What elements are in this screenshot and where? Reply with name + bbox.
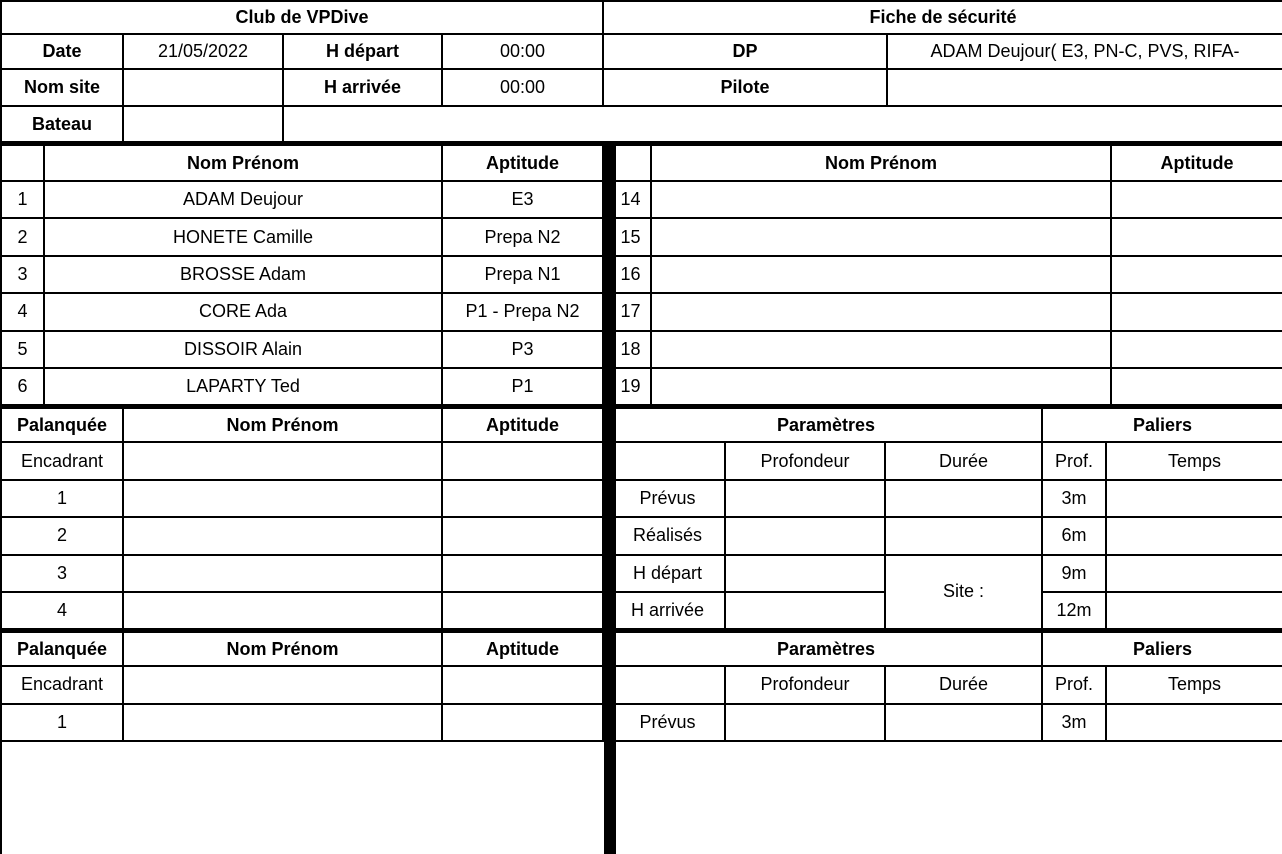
- prof-header: Prof.: [1043, 667, 1107, 704]
- palanquee-name-cell[interactable]: [124, 481, 443, 518]
- pilote-label: Pilote: [604, 70, 888, 107]
- profondeur-value-cell[interactable]: [726, 518, 886, 555]
- diver-aptitude-cell[interactable]: [1112, 294, 1282, 331]
- encadrant-label: Encadrant: [2, 667, 124, 704]
- diver-number: 14: [611, 182, 652, 219]
- diver-number: 5: [2, 332, 45, 369]
- diver-number: 15: [611, 219, 652, 256]
- palier-temps-cell[interactable]: [1107, 705, 1282, 742]
- diver-number: 18: [611, 332, 652, 369]
- site-cell[interactable]: Site :: [886, 556, 1043, 631]
- diver-name-cell[interactable]: [652, 294, 1112, 331]
- diver-aptitude-cell[interactable]: P1 - Prepa N2: [443, 294, 604, 331]
- diver-number: 2: [2, 219, 45, 256]
- param-row-label: H départ: [611, 556, 726, 593]
- club-title: Club de VPDive: [2, 2, 604, 35]
- bateau-label: Bateau: [2, 107, 124, 143]
- h-depart-value-cell[interactable]: 00:00: [443, 35, 604, 70]
- diver-aptitude-cell[interactable]: [1112, 257, 1282, 294]
- corner-cell: [2, 146, 45, 182]
- aptitude-header: Aptitude: [443, 409, 604, 443]
- duree-value-cell[interactable]: [886, 518, 1043, 555]
- divers-section: [0, 146, 1282, 406]
- dp-label: DP: [604, 35, 888, 70]
- param-corner-cell: [611, 443, 726, 480]
- palier-temps-cell[interactable]: [1107, 593, 1282, 630]
- diver-aptitude-cell[interactable]: [1112, 182, 1282, 219]
- encadrant-label: Encadrant: [2, 443, 124, 480]
- palanquee-row-number: 4: [2, 593, 124, 630]
- diver-number: 17: [611, 294, 652, 331]
- diver-name-cell[interactable]: ADAM Deujour: [45, 182, 443, 219]
- name-header: Nom Prénom: [124, 409, 443, 443]
- prof-header: Prof.: [1043, 443, 1107, 480]
- profondeur-header: Profondeur: [726, 667, 886, 704]
- palanquee-name-cell[interactable]: [124, 593, 443, 630]
- parametres-header: Paramètres: [611, 409, 1043, 443]
- diver-aptitude-cell[interactable]: P3: [443, 332, 604, 369]
- name-header-left: Nom Prénom: [45, 146, 443, 182]
- diver-aptitude-cell[interactable]: Prepa N1: [443, 257, 604, 294]
- temps-header: Temps: [1107, 667, 1282, 704]
- profondeur-value-cell[interactable]: [726, 705, 886, 742]
- palier-temps-cell[interactable]: [1107, 481, 1282, 518]
- diver-name-cell[interactable]: HONETE Camille: [45, 219, 443, 256]
- diver-name-cell[interactable]: DISSOIR Alain: [45, 332, 443, 369]
- sheet-title: Fiche de sécurité: [604, 2, 1282, 35]
- palier-depth: 3m: [1043, 705, 1107, 742]
- diver-aptitude-cell[interactable]: E3: [443, 182, 604, 219]
- diver-name-cell[interactable]: [652, 219, 1112, 256]
- diver-aptitude-cell[interactable]: P1: [443, 369, 604, 406]
- palanquee-aptitude-cell[interactable]: [443, 705, 604, 742]
- param-row-label: Prévus: [611, 481, 726, 518]
- diver-number: 4: [2, 294, 45, 331]
- palanquee-block-1: [0, 409, 1282, 630]
- diver-number: 6: [2, 369, 45, 406]
- palanquee-name-cell[interactable]: [124, 556, 443, 593]
- h-depart-label: H départ: [284, 35, 443, 70]
- palanquee-row-number: 3: [2, 556, 124, 593]
- paliers-header: Paliers: [1043, 409, 1282, 443]
- diver-number: 19: [611, 369, 652, 406]
- aptitude-header-left: Aptitude: [443, 146, 604, 182]
- diver-number: 16: [611, 257, 652, 294]
- profondeur-value-cell[interactable]: [726, 593, 886, 630]
- diver-name-cell[interactable]: [652, 369, 1112, 406]
- corner-cell: [611, 146, 652, 182]
- diver-name-cell[interactable]: CORE Ada: [45, 294, 443, 331]
- encadrant-name-cell[interactable]: [124, 667, 443, 704]
- palanquee-row-number: 2: [2, 518, 124, 555]
- diver-name-cell[interactable]: LAPARTY Ted: [45, 369, 443, 406]
- diver-aptitude-cell[interactable]: [1112, 219, 1282, 256]
- profondeur-value-cell[interactable]: [726, 556, 886, 593]
- palier-temps-cell[interactable]: [1107, 518, 1282, 555]
- palier-temps-cell[interactable]: [1107, 556, 1282, 593]
- param-row-label: H arrivée: [611, 593, 726, 630]
- diver-name-cell[interactable]: BROSSE Adam: [45, 257, 443, 294]
- diver-number: 1: [2, 182, 45, 219]
- palanquee-header: Palanquée: [2, 409, 124, 443]
- pilote-value-cell[interactable]: [888, 70, 1282, 107]
- name-header-right: Nom Prénom: [652, 146, 1112, 182]
- param-row-label: Réalisés: [611, 518, 726, 555]
- palier-depth: 3m: [1043, 481, 1107, 518]
- bateau-extra-cell[interactable]: [284, 107, 1282, 143]
- aptitude-header-right: Aptitude: [1112, 146, 1282, 182]
- duree-value-cell[interactable]: [886, 705, 1043, 742]
- name-header: Nom Prénom: [124, 633, 443, 667]
- h-arrivee-value-cell[interactable]: 00:00: [443, 70, 604, 107]
- temps-header: Temps: [1107, 443, 1282, 480]
- date-value-cell[interactable]: 21/05/2022: [124, 35, 284, 70]
- palanquee-aptitude-cell[interactable]: [443, 481, 604, 518]
- param-corner-cell: [611, 667, 726, 704]
- nom-site-value-cell[interactable]: [124, 70, 284, 107]
- palanquee-name-cell[interactable]: [124, 705, 443, 742]
- duree-header: Durée: [886, 667, 1043, 704]
- palanquee-name-cell[interactable]: [124, 518, 443, 555]
- diver-name-cell[interactable]: [652, 332, 1112, 369]
- diver-aptitude-cell[interactable]: Prepa N2: [443, 219, 604, 256]
- duree-value-cell[interactable]: [886, 481, 1043, 518]
- palanquee-header: Palanquée: [2, 633, 124, 667]
- encadrant-aptitude-cell[interactable]: [443, 443, 604, 480]
- diver-aptitude-cell[interactable]: [1112, 332, 1282, 369]
- encadrant-aptitude-cell[interactable]: [443, 667, 604, 704]
- aptitude-header: Aptitude: [443, 633, 604, 667]
- diver-aptitude-cell[interactable]: [1112, 369, 1282, 406]
- palier-depth: 12m: [1043, 593, 1107, 630]
- palanquee-row-number: 1: [2, 481, 124, 518]
- date-label: Date: [2, 35, 124, 70]
- profondeur-value-cell[interactable]: [726, 481, 886, 518]
- bateau-value-cell[interactable]: [124, 107, 284, 143]
- palanquee-block-2: [0, 633, 1282, 854]
- diver-name-cell[interactable]: [652, 257, 1112, 294]
- palanquee-aptitude-cell[interactable]: [443, 518, 604, 555]
- nom-site-label: Nom site: [2, 70, 124, 107]
- profondeur-header: Profondeur: [726, 443, 886, 480]
- header-section: [0, 0, 1282, 143]
- dp-value-cell[interactable]: ADAM Deujour( E3, PN-C, PVS, RIFA-: [888, 35, 1282, 70]
- palanquee-aptitude-cell[interactable]: [443, 593, 604, 630]
- palier-depth: 9m: [1043, 556, 1107, 593]
- parametres-header: Paramètres: [611, 633, 1043, 667]
- palanquee-row-number: 1: [2, 705, 124, 742]
- h-arrivee-label: H arrivée: [284, 70, 443, 107]
- paliers-header: Paliers: [1043, 633, 1282, 667]
- param-row-label: Prévus: [611, 705, 726, 742]
- encadrant-name-cell[interactable]: [124, 443, 443, 480]
- diver-number: 3: [2, 257, 45, 294]
- diver-name-cell[interactable]: [652, 182, 1112, 219]
- palanquee-aptitude-cell[interactable]: [443, 556, 604, 593]
- duree-header: Durée: [886, 443, 1043, 480]
- palier-depth: 6m: [1043, 518, 1107, 555]
